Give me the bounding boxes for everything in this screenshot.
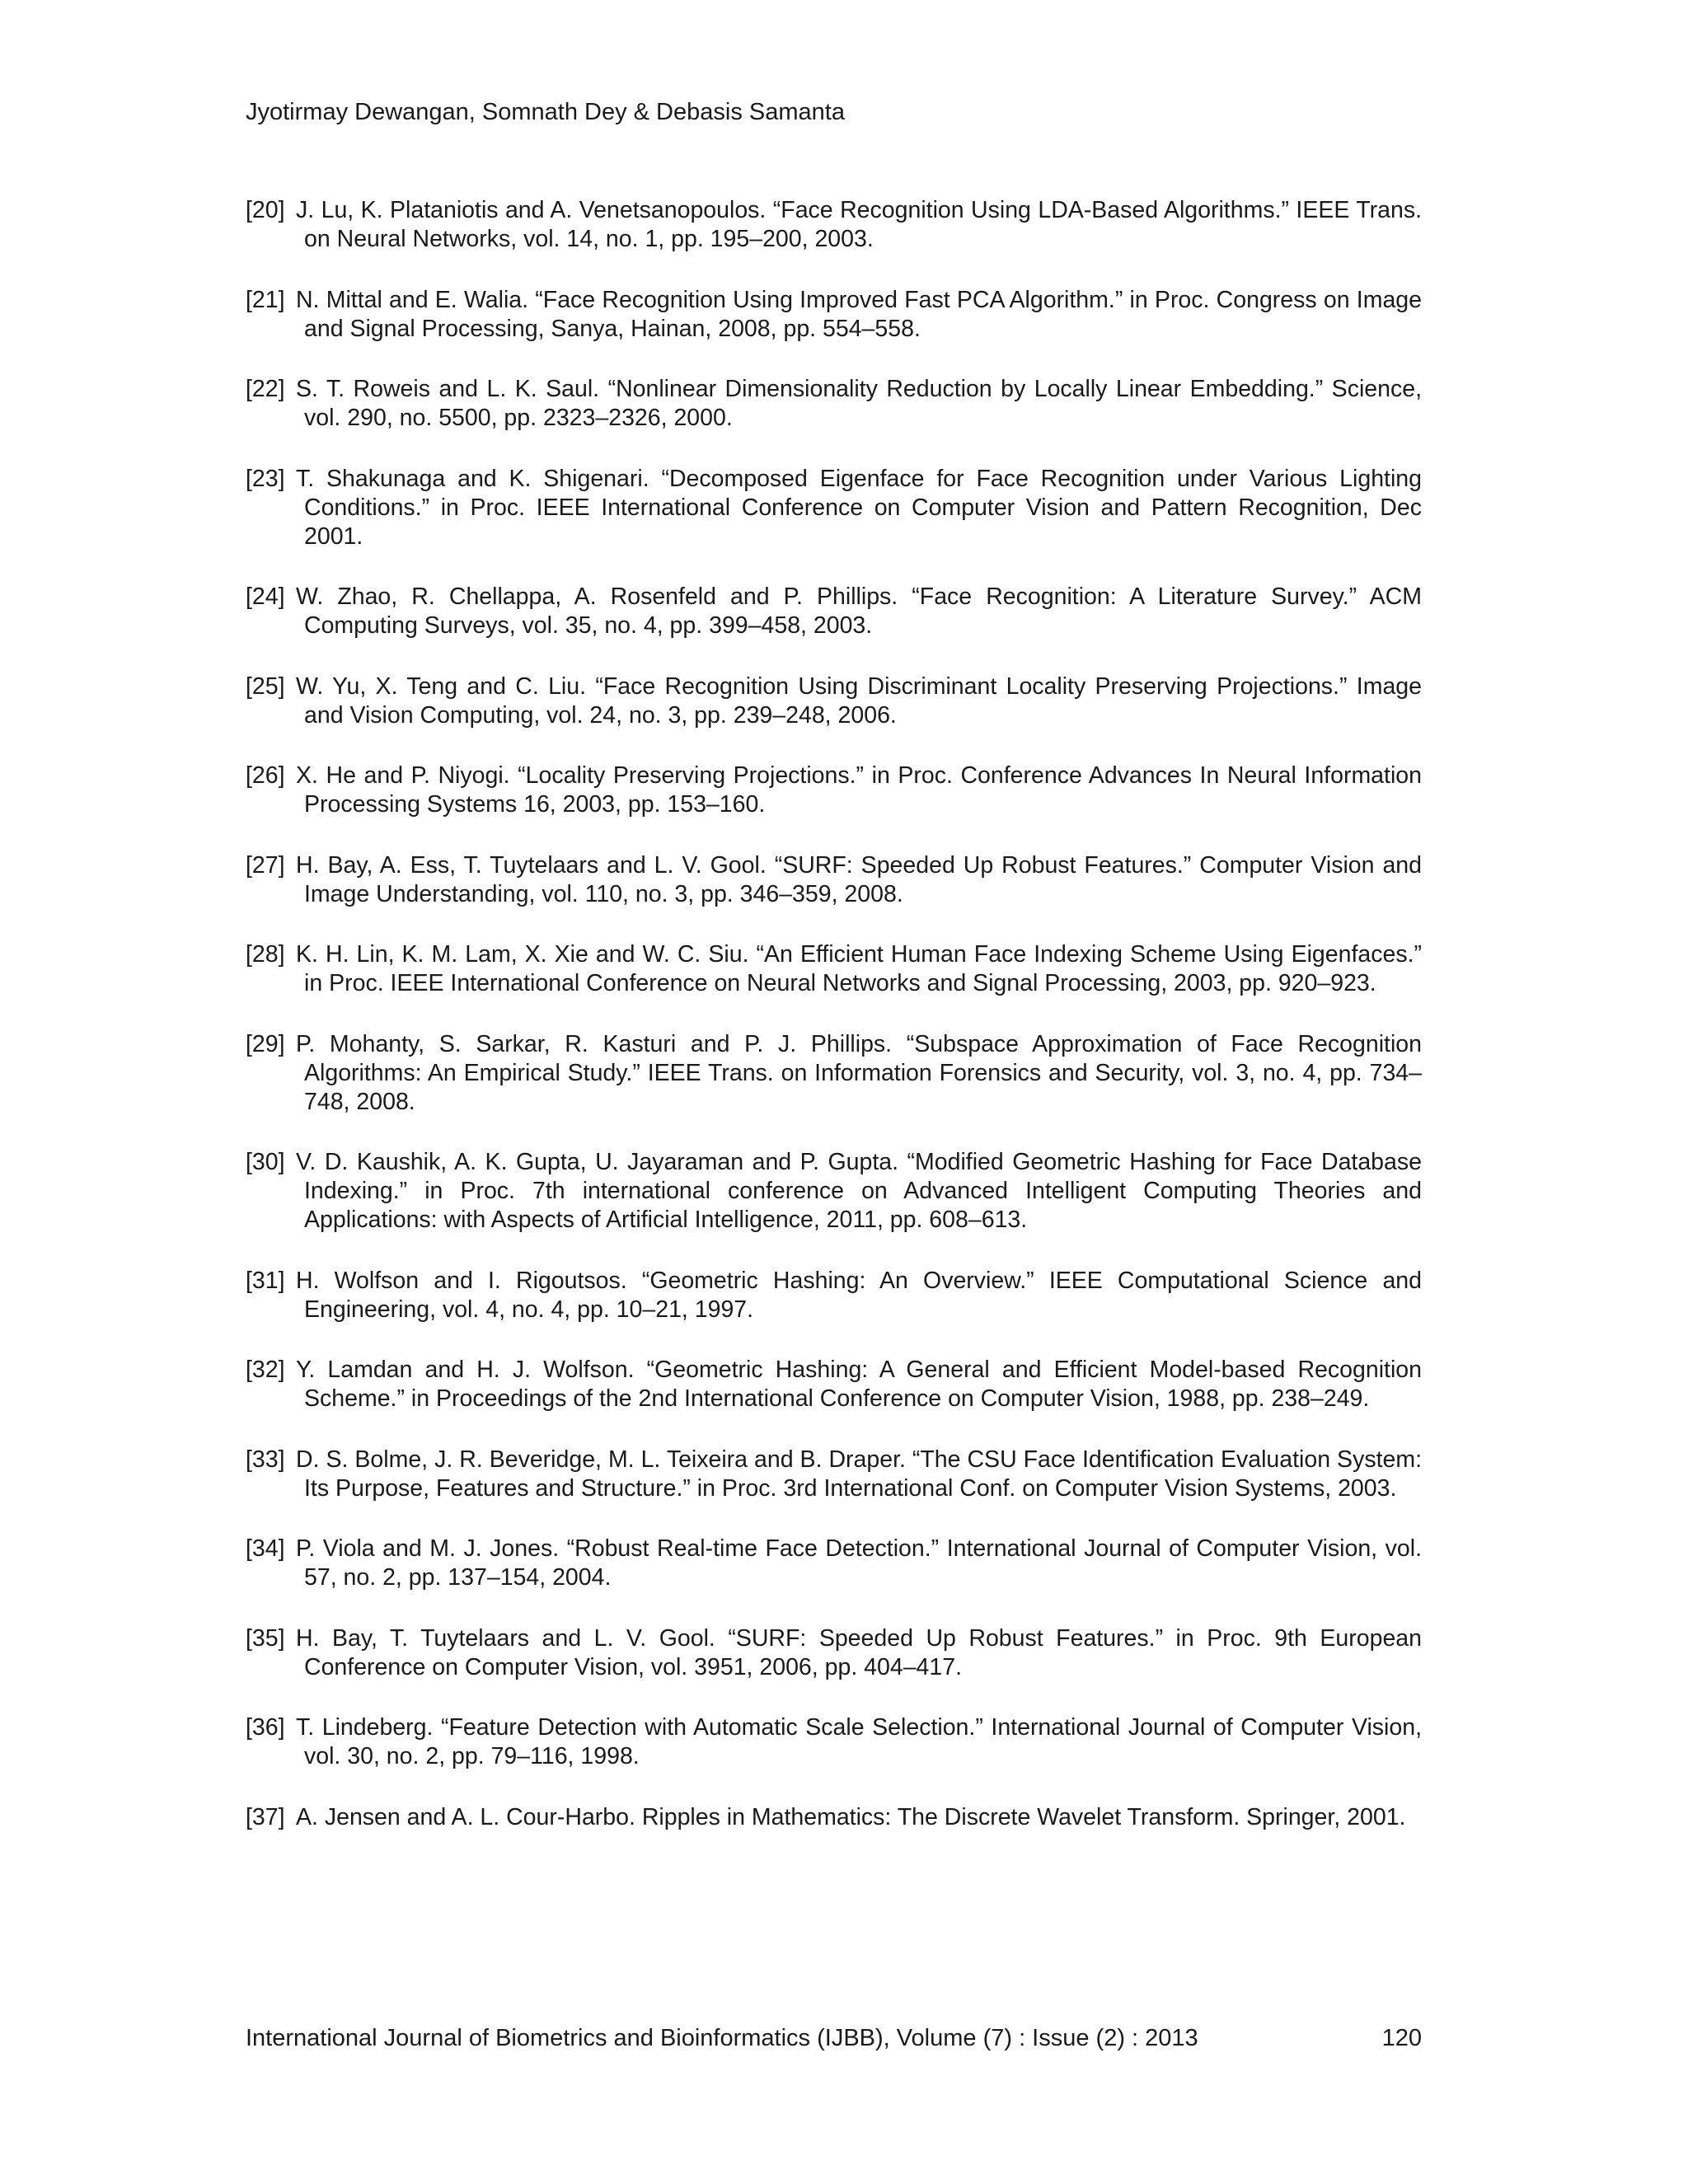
- reference-text: Y. Lamdan and H. J. Wolfson. “Geometric Hashing: A General and Efficient Model-based Recognition Scheme.” in Proceedings of the 2nd International Conference on Computer Vision, 1988, pp. 238–249.: [296, 1357, 1422, 1412]
- reference-text: W. Yu, X. Teng and C. Liu. “Face Recognition Using Discriminant Locality Preserving Projections.” Image and Vision Computing, vol. 24, no. 3, pp. 239–248, 2006.: [296, 673, 1422, 729]
- reference-label: [23]: [246, 465, 285, 492]
- reference-item: [246, 1267, 1422, 1324]
- reference-label: [30]: [246, 1149, 285, 1175]
- reference-label: [32]: [246, 1357, 285, 1383]
- reference-item: [246, 1446, 1422, 1503]
- reference-item: [246, 375, 1422, 433]
- footer-journal-citation: International Journal of Biometrics and Bioinformatics (IJBB), Volume (7) : Issue (2) : 2013: [246, 2025, 1198, 2051]
- reference-label: [27]: [246, 851, 285, 879]
- reference-label: [26]: [246, 762, 285, 789]
- reference-item: [246, 196, 1422, 254]
- reference-text: A. Jensen and A. L. Cour-Harbo. Ripples in Mathematics: The Discrete Wavelet Transform. Springer, 2001.: [296, 1803, 1406, 1830]
- reference-item: [246, 1030, 1422, 1117]
- reference-item: [246, 1803, 1422, 1832]
- reference-text: S. T. Roweis and L. K. Saul. “Nonlinear Dimensionality Reduction by Locally Linear Embedding.” Science, vol. 290, no. 5500, pp. 2323–2326, 2000.: [296, 376, 1422, 431]
- reference-label: [28]: [246, 941, 285, 968]
- reference-label: [22]: [246, 376, 285, 402]
- running-head-authors: Jyotirmay Dewangan, Somnath Dey & Debasis Samanta: [246, 99, 845, 125]
- reference-item: [246, 940, 1422, 998]
- reference-label: [24]: [246, 583, 285, 610]
- reference-label: [29]: [246, 1030, 285, 1057]
- reference-text: P. Mohanty, S. Sarkar, R. Kasturi and P. J. Phillips. “Subspace Approximation of Face Recognition Algorithms: An Empirical Study.” IEEE Trans. on Information Forensics and Security, vol. 3, no. 4, pp. 734–748, 2008.: [296, 1030, 1422, 1115]
- reference-text: H. Bay, T. Tuytelaars and L. V. Gool. “SURF: Speeded Up Robust Features.” in Proc. 9th European Conference on Computer Vision, vol. 3951, 2006, pp. 404–417.: [296, 1624, 1422, 1680]
- reference-item: [246, 673, 1422, 730]
- reference-text: K. H. Lin, K. M. Lam, X. Xie and W. C. Siu. “An Efficient Human Face Indexing Scheme Using Eigenfaces.” in Proc. IEEE International Conference on Neural Networks and Signal Processing, 2003, pp. 920–923.: [296, 941, 1422, 996]
- reference-item: [246, 1624, 1422, 1682]
- reference-text: W. Zhao, R. Chellappa, A. Rosenfeld and P. Phillips. “Face Recognition: A Literature Survey.” ACM Computing Surveys, vol. 35, no. 4, pp. 399–458, 2003.: [296, 583, 1422, 639]
- reference-text: H. Wolfson and I. Rigoutsos. “Geometric Hashing: An Overview.” IEEE Computational Science and Engineering, vol. 4, no. 4, pp. 10–21, 1997.: [296, 1267, 1422, 1323]
- reference-text: P. Viola and M. J. Jones. “Robust Real-time Face Detection.” International Journal of Computer Vision, vol. 57, no. 2, pp. 137–154, 2004.: [296, 1535, 1422, 1591]
- page-number: 120: [1381, 2025, 1422, 2051]
- reference-text: T. Shakunaga and K. Shigenari. “Decomposed Eigenface for Face Recognition under Various Lighting Conditions.” in Proc. IEEE International Conference on Computer Vision and Pattern Recognition, Dec 2001.: [296, 465, 1422, 550]
- reference-text: V. D. Kaushik, A. K. Gupta, U. Jayaraman and P. Gupta. “Modified Geometric Hashing for Face Database Indexing.” in Proc. 7th international conference on Advanced Intelligent Computing Theories and Applications: with Aspects of Artificial Intelligence, 2011, pp. 608–613.: [296, 1149, 1422, 1233]
- reference-text: X. He and P. Niyogi. “Locality Preserving Projections.” in Proc. Conference Advances In Neural Information Processing Systems 16, 2003, pp. 153–160.: [296, 762, 1422, 818]
- reference-item: [246, 465, 1422, 551]
- reference-text: D. S. Bolme, J. R. Beveridge, M. L. Teixeira and B. Draper. “The CSU Face Identification Evaluation System: Its Purpose, Features and Structure.” in Proc. 3rd International Conf. on Computer Vision Systems, 2003.: [296, 1446, 1422, 1502]
- reference-label: [25]: [246, 673, 285, 700]
- reference-item: [246, 762, 1422, 819]
- reference-item: [246, 1535, 1422, 1592]
- reference-item: [246, 1356, 1422, 1413]
- reference-text: T. Lindeberg. “Feature Detection with Automatic Scale Selection.” International Journal of Computer Vision, vol. 30, no. 2, pp. 79–116, 1998.: [296, 1714, 1422, 1769]
- reference-label: [35]: [246, 1624, 285, 1652]
- reference-label: [21]: [246, 286, 285, 313]
- reference-list: [246, 196, 1422, 1863]
- reference-text: N. Mittal and E. Walia. “Face Recognition Using Improved Fast PCA Algorithm.” in Proc. Congress on Image and Signal Processing, Sanya, Hainan, 2008, pp. 554–558.: [296, 286, 1422, 342]
- reference-item: [246, 1148, 1422, 1235]
- reference-item: [246, 583, 1422, 640]
- reference-label: [34]: [246, 1535, 285, 1562]
- reference-item: [246, 851, 1422, 909]
- reference-label: [37]: [246, 1803, 285, 1830]
- reference-item: [246, 286, 1422, 344]
- reference-label: [20]: [246, 197, 285, 223]
- reference-label: [33]: [246, 1446, 285, 1473]
- reference-label: [36]: [246, 1714, 285, 1741]
- reference-label: [31]: [246, 1267, 285, 1294]
- reference-text: H. Bay, A. Ess, T. Tuytelaars and L. V. Gool. “SURF: Speeded Up Robust Features.” Computer Vision and Image Understanding, vol. 110, no. 3, pp. 346–359, 2008.: [296, 851, 1422, 907]
- reference-item: [246, 1713, 1422, 1771]
- reference-text: J. Lu, K. Plataniotis and A. Venetsanopoulos. “Face Recognition Using LDA-Based Algorithms.” IEEE Trans. on Neural Networks, vol. 14, no. 1, pp. 195–200, 2003.: [296, 197, 1422, 252]
